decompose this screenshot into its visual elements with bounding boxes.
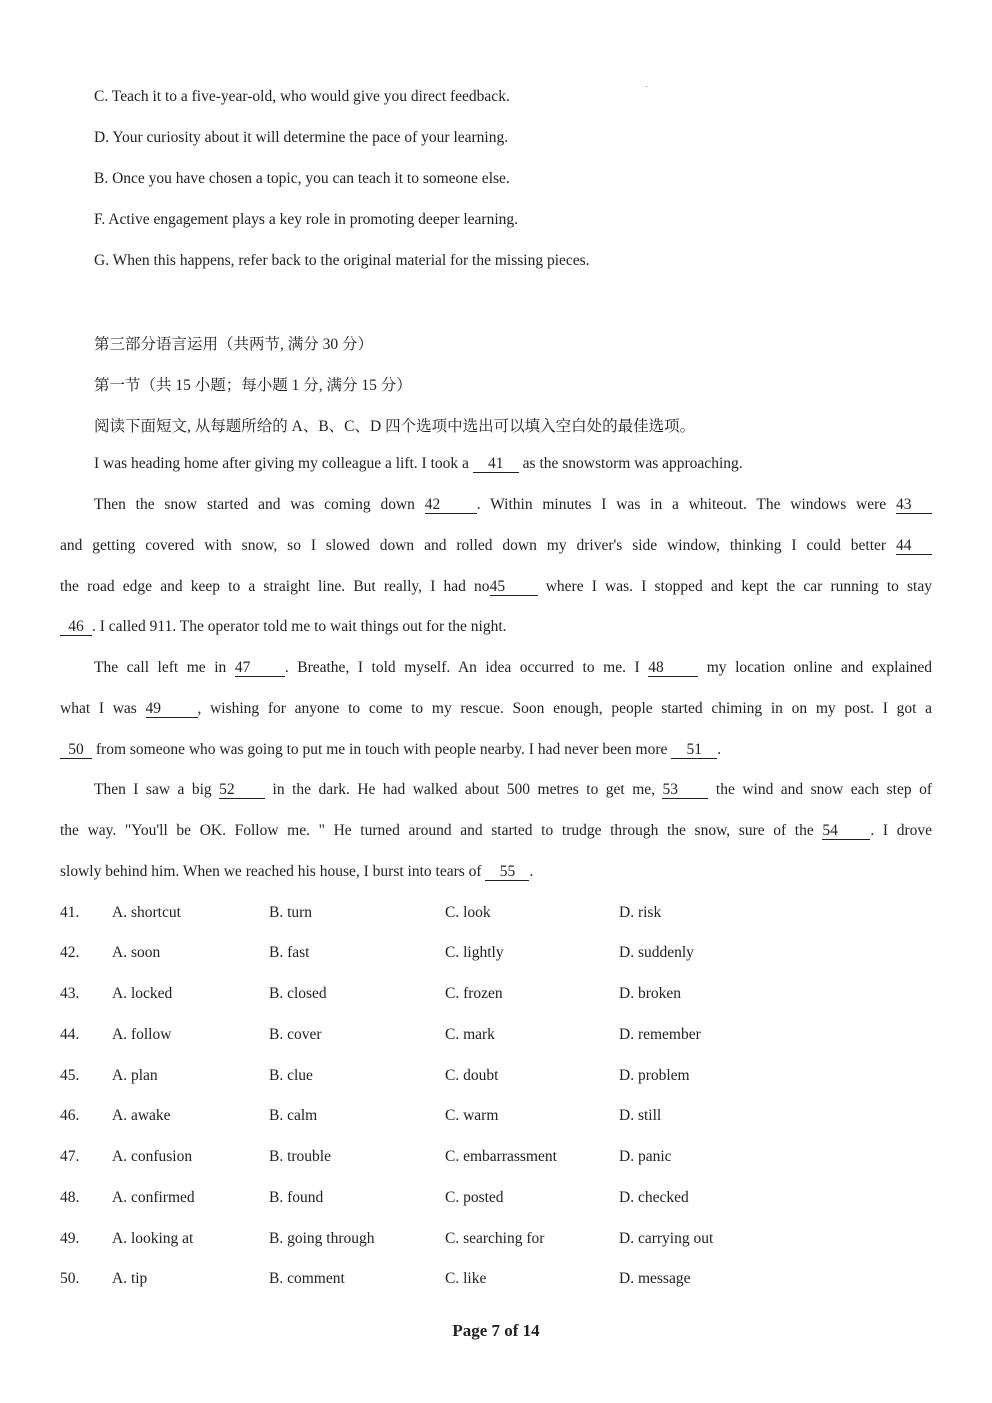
question-42	[60, 944, 940, 966]
passage-p4-line3	[60, 863, 533, 881]
question-number: 43.	[60, 985, 80, 1002]
blank-54: 54	[822, 823, 870, 840]
blank-46: 46	[60, 619, 92, 636]
choice-a: A. looking at	[112, 1230, 194, 1247]
choice-d: D. panic	[619, 1148, 672, 1165]
choice-b: B. going through	[269, 1230, 375, 1247]
choice-a: A. confusion	[112, 1148, 193, 1165]
blank-45: 45	[490, 579, 538, 596]
passage-text: where I was. I stopped and kept the car running to stay	[537, 578, 932, 595]
blank-42: 42	[425, 497, 477, 514]
passage-text: .	[717, 741, 722, 758]
question-45	[60, 1067, 940, 1089]
choice-b: B. closed	[269, 985, 327, 1002]
question-number: 49.	[60, 1230, 80, 1247]
question-47	[60, 1148, 940, 1170]
passage-text: and getting covered with snow, so I slowed down and rolled down my driver's side window, thinking I could better	[60, 537, 896, 554]
passage-text: The call left me in	[94, 659, 235, 676]
question-number: 47.	[60, 1148, 80, 1165]
choice-a: A. confirmed	[112, 1189, 195, 1206]
choice-c: C. frozen	[445, 985, 503, 1002]
choice-d: D. broken	[619, 985, 681, 1002]
choice-d: D. problem	[619, 1067, 690, 1084]
passage-text: . I called 911. The operator told me to wait things out for the night.	[92, 618, 507, 635]
passage-p3-line2	[60, 700, 932, 718]
blank-44: 44	[896, 538, 932, 555]
choice-c: C. embarrassment	[445, 1148, 557, 1165]
option-c: C. Teach it to a five-year-old, who would give you direct feedback.	[94, 88, 510, 105]
footer-prefix: Page	[452, 1321, 492, 1340]
blank-55: 55	[485, 864, 529, 881]
passage-text: what I was	[60, 700, 146, 717]
question-number: 50.	[60, 1270, 80, 1287]
choice-b: B. found	[269, 1189, 324, 1206]
question-number: 44.	[60, 1026, 80, 1043]
question-number: 46.	[60, 1107, 80, 1124]
choice-a: A. follow	[112, 1026, 172, 1043]
question-48	[60, 1189, 940, 1211]
passage-text: .	[529, 863, 534, 880]
choice-a: A. awake	[112, 1107, 171, 1124]
choice-c: C. searching for	[445, 1230, 545, 1247]
choice-a: A. plan	[112, 1067, 158, 1084]
total-pages: 14	[522, 1321, 540, 1340]
choice-c: C. like	[445, 1270, 487, 1287]
footer-mid: of	[500, 1321, 523, 1340]
passage-text: in the dark. He had walked about 500 metres to get me,	[265, 781, 663, 798]
choice-c: C. lightly	[445, 944, 504, 961]
blank-52: 52	[219, 782, 265, 799]
passage-text: slowly behind him. When we reached his house, I burst into tears of	[60, 863, 486, 880]
option-d: D. Your curiosity about it will determine the pace of your learning.	[94, 129, 509, 146]
choice-c: C. doubt	[445, 1067, 499, 1084]
passage-text: Then the snow started and was coming down	[94, 496, 425, 513]
passage-text: , wishing for anyone to come to my rescue. Soon enough, people started chiming in on my post. I got a	[197, 700, 932, 717]
passage-text: Then I saw a big	[94, 781, 220, 798]
current-page: 7	[491, 1321, 500, 1340]
choice-a: A. tip	[112, 1270, 148, 1287]
choice-c: C. look	[445, 904, 491, 921]
instruction: 阅读下面短文, 从每题所给的 A、B、C、D 四个选项中选出可以填入空白处的最佳选项。	[94, 418, 696, 435]
passage-text: . Within minutes I was in a whiteout. The windows were	[476, 496, 896, 513]
passage-text: . I drove	[870, 822, 932, 839]
passage-p2-line4	[60, 618, 507, 636]
passage-text: . Breathe, I told myself. An idea occurred to me. I	[284, 659, 649, 676]
choice-c: C. mark	[445, 1026, 495, 1043]
scan-speck	[646, 86, 647, 87]
question-43	[60, 985, 940, 1007]
passage-text: from someone who was going to put me in touch with people nearby. I had never been more	[92, 741, 672, 758]
option-g: G. When this happens, refer back to the original material for the missing pieces.	[94, 252, 590, 269]
passage-text: the wind and snow each step of	[708, 781, 932, 798]
choice-a: A. shortcut	[112, 904, 181, 921]
choice-b: B. trouble	[269, 1148, 331, 1165]
blank-43: 43	[896, 497, 932, 514]
page-footer	[0, 1321, 992, 1341]
question-46	[60, 1107, 940, 1129]
passage-p3-line3	[60, 741, 721, 759]
choice-b: B. clue	[269, 1067, 313, 1084]
part3-title: 第三部分语言运用（共两节, 满分 30 分）	[94, 336, 374, 353]
choice-b: B. turn	[269, 904, 313, 921]
choice-c: C. posted	[445, 1189, 504, 1206]
passage-p4-line2	[60, 822, 932, 840]
choice-d: D. risk	[619, 904, 662, 921]
choice-b: B. cover	[269, 1026, 322, 1043]
choice-b: B. calm	[269, 1107, 318, 1124]
section1-title: 第一节（共 15 小题；每小题 1 分, 满分 15 分）	[94, 377, 412, 394]
passage-p3-line1	[94, 659, 932, 677]
choice-d: D. suddenly	[619, 944, 694, 961]
choice-d: D. remember	[619, 1026, 701, 1043]
blank-51: 51	[671, 742, 717, 759]
choice-b: B. comment	[269, 1270, 345, 1287]
blank-49: 49	[146, 701, 198, 718]
question-number: 42.	[60, 944, 80, 961]
passage-p2-line2	[60, 537, 932, 555]
blank-48: 48	[648, 660, 698, 677]
question-number: 45.	[60, 1067, 80, 1084]
option-f: F. Active engagement plays a key role in promoting deeper learning.	[94, 211, 519, 228]
choice-d: D. still	[619, 1107, 662, 1124]
choice-c: C. warm	[445, 1107, 499, 1124]
passage-p1	[94, 455, 743, 473]
option-b: B. Once you have chosen a topic, you can teach it to someone else.	[94, 170, 510, 187]
passage-text: I was heading home after giving my colleague a lift. I took a	[94, 455, 473, 472]
question-41	[60, 904, 940, 926]
blank-50: 50	[60, 742, 92, 759]
blank-41: 41	[473, 456, 519, 473]
choice-d: D. message	[619, 1270, 691, 1287]
passage-p2-line3	[60, 578, 932, 596]
passage-p2-line1	[94, 496, 932, 514]
passage-text: the road edge and keep to a straight line. But really, I had no	[60, 578, 490, 595]
question-number: 48.	[60, 1189, 80, 1206]
question-49	[60, 1230, 940, 1252]
passage-text: as the snowstorm was approaching.	[518, 455, 743, 472]
question-44	[60, 1026, 940, 1048]
question-number: 41.	[60, 904, 80, 921]
blank-53: 53	[662, 782, 708, 799]
passage-text: my location online and explained	[698, 659, 933, 676]
question-50	[60, 1270, 940, 1292]
choice-a: A. soon	[112, 944, 161, 961]
choice-d: D. carrying out	[619, 1230, 714, 1247]
blank-47: 47	[235, 660, 285, 677]
passage-p4-line1	[94, 781, 932, 799]
passage-text: the way. "You'll be OK. Follow me. " He turned around and started to trudge through the snow, sure of the	[60, 822, 823, 839]
choice-b: B. fast	[269, 944, 310, 961]
choice-a: A. locked	[112, 985, 173, 1002]
choice-d: D. checked	[619, 1189, 689, 1206]
